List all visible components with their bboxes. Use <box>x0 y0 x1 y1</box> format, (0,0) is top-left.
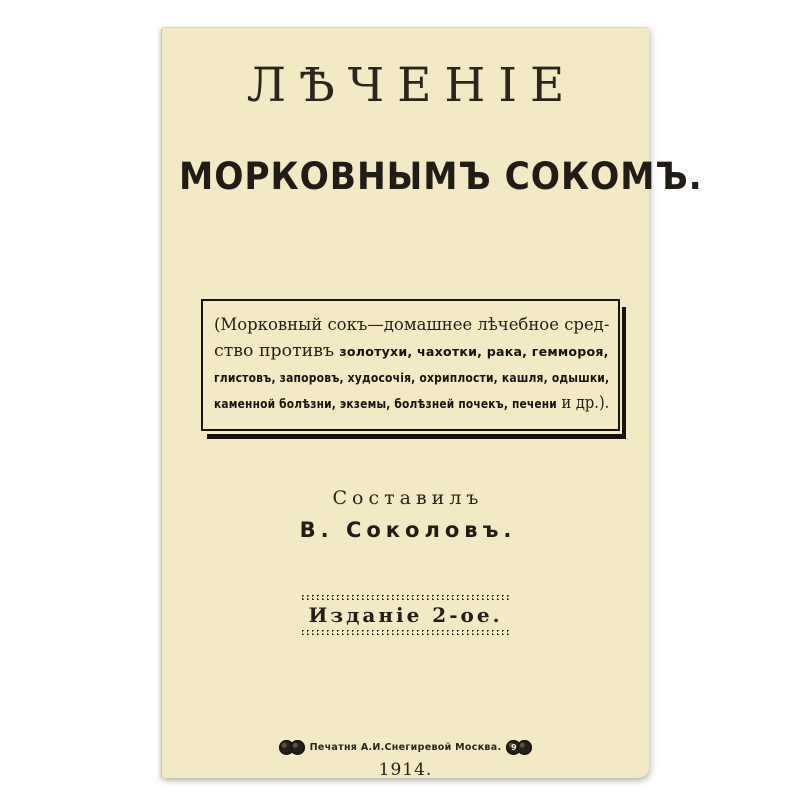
edition-label: Изданіе 2-ое. <box>308 603 503 627</box>
printer-name: Печатня А.И.Снегиревой Москва. <box>309 742 502 753</box>
year-text: 1914. <box>378 760 433 780</box>
notice-line <box>214 312 609 338</box>
notice-line <box>214 338 609 364</box>
notice-line <box>214 364 609 390</box>
printer-imprint <box>162 740 649 755</box>
notice-text-bold: глистовъ, запоровъ, худосочія, охриплости, кашля, одышки, <box>214 371 610 385</box>
seal-coin-icon <box>290 740 305 755</box>
notice-text-serif: (Морковный сокъ—домашнее лѣчебное сред- <box>214 315 610 334</box>
notice-text-serif: ство противъ <box>214 341 335 360</box>
seal-digit: 9 <box>511 742 517 752</box>
notice-text-serif: и др.). <box>561 393 610 412</box>
compiler-name: В. Соколовъ. <box>299 518 517 542</box>
compiler-label: Составилъ <box>332 487 484 509</box>
notice-box <box>201 299 620 431</box>
printer-seal-right-icon <box>506 740 532 755</box>
book-cover <box>161 27 703 780</box>
edition-badge <box>302 595 510 635</box>
printer-seal-left-icon <box>279 740 305 755</box>
notice-text-bold: золотухи, чахотки, рака, геммороя, <box>339 345 609 359</box>
book-title: ЛѢЧЕНІЕ <box>246 58 578 113</box>
notice-line <box>214 390 609 416</box>
book-subtitle: МОРКОВНЫМЪ СОКОМЪ. <box>179 155 703 198</box>
notice-text-bold: каменной болѣзни, экземы, болѣзней почекъ, печени <box>214 397 557 411</box>
wavy-rule-bottom <box>302 630 510 635</box>
seal-coin-icon <box>517 740 532 755</box>
